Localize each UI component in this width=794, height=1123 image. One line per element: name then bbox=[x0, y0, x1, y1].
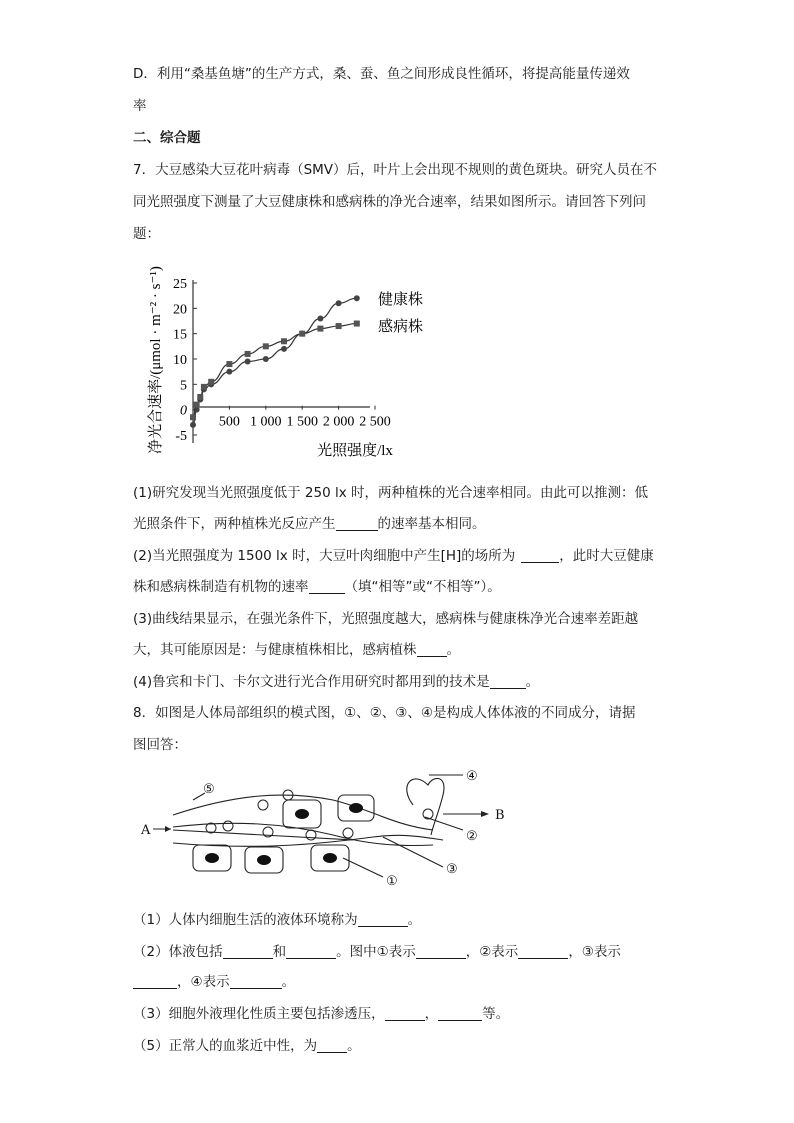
y-tick-label: 25 bbox=[173, 277, 187, 292]
label-2: ② bbox=[466, 829, 478, 844]
q8-sub2-line1 bbox=[133, 942, 621, 962]
q8-sub2-text-f: ，④表示 bbox=[177, 974, 230, 990]
label-4: ④ bbox=[466, 769, 478, 784]
q7-stem-line2: 同光照强度下测量了大豆健康株和感病株的净光合速率，结果如图所示。请回答下列问 bbox=[133, 194, 646, 210]
data-point-infected bbox=[354, 321, 360, 327]
q8-sub1-text-a: （1）人体内细胞生活的液体环境称为 bbox=[133, 912, 358, 928]
q7-sub2-answer-blank-2[interactable] bbox=[309, 579, 345, 594]
data-point-infected bbox=[299, 331, 305, 337]
label-3: ③ bbox=[446, 862, 458, 877]
q8-sub3-text-c: 等。 bbox=[482, 1006, 510, 1022]
q8-sub2-text-d: ，②表示 bbox=[465, 944, 519, 960]
q8-sub2-answer-blank-1[interactable] bbox=[223, 944, 273, 959]
cell-nucleus bbox=[295, 809, 309, 819]
x-tick-label: 500 bbox=[218, 414, 240, 430]
q7-stem-line3: 题： bbox=[133, 226, 160, 242]
q7-sub2-text-b: ，此时大豆健康 bbox=[559, 548, 654, 564]
y-axis-label: 净光合速率/(μmol · m⁻² · s⁻¹) bbox=[148, 266, 164, 454]
cell-nucleus bbox=[257, 855, 271, 865]
data-point-healthy bbox=[317, 315, 323, 321]
series-line-healthy bbox=[193, 298, 357, 425]
q7-sub3-answer-blank[interactable] bbox=[417, 642, 447, 657]
data-point-infected bbox=[226, 361, 232, 367]
label-5: ⑤ bbox=[203, 782, 215, 797]
q7-sub2-text-d: （填“相等”或“不相等”）。 bbox=[344, 579, 501, 595]
data-point-infected bbox=[208, 379, 214, 385]
x-tick-label: 2 500 bbox=[359, 414, 391, 430]
q7-sub4 bbox=[133, 672, 539, 692]
data-point-infected bbox=[201, 384, 207, 390]
q8-sub3-answer-blank-2[interactable] bbox=[438, 1006, 482, 1021]
cell-nucleus bbox=[349, 803, 363, 813]
x-axis-label: 光照强度/lx bbox=[317, 443, 393, 459]
blood-cell bbox=[258, 800, 268, 810]
y-tick-label: 10 bbox=[173, 353, 187, 368]
q7-sub1-line1: (1)研究发现当光照强度低于 250 lx 时，两种植株的光合速率相同。由此可以推测：低 bbox=[133, 485, 649, 501]
data-point-infected bbox=[263, 343, 269, 349]
leader-line-3 bbox=[383, 837, 443, 867]
y-tick-label: 5 bbox=[180, 378, 187, 394]
q8-sub5-text-b: 。 bbox=[347, 1038, 361, 1054]
blood-cell bbox=[343, 828, 353, 838]
y-tick-label: -5 bbox=[175, 429, 187, 444]
data-point-infected bbox=[197, 394, 203, 400]
q8-sub2-line2 bbox=[133, 972, 295, 992]
y-tick-label: 20 bbox=[173, 302, 187, 318]
label-a: A bbox=[141, 823, 151, 838]
q8-stem-line2: 图回答： bbox=[133, 737, 187, 753]
q8-sub2-answer-blank-3[interactable] bbox=[416, 944, 466, 959]
q7-sub1-text-b: 的速率基本相同。 bbox=[377, 516, 486, 532]
data-point-healthy bbox=[354, 295, 360, 301]
q7-sub2-line2 bbox=[133, 577, 501, 597]
q7-sub2-line1 bbox=[133, 546, 654, 566]
q8-sub2-text-g: 。 bbox=[281, 974, 296, 990]
blood-cell bbox=[306, 830, 316, 840]
q7-sub3-text-b: 。 bbox=[446, 642, 460, 658]
q8-sub2-text-e: ，③表示 bbox=[568, 944, 621, 960]
q8-sub1-text-b: 。 bbox=[407, 912, 422, 928]
q8-sub1-answer-blank[interactable] bbox=[358, 912, 408, 927]
q8-sub2-answer-blank-2[interactable] bbox=[286, 944, 336, 959]
q7-stem-line1: 7．大豆感染大豆花叶病毒（SMV）后，叶片上会出现不规则的黄色斑块。研究人员在不 bbox=[133, 162, 658, 178]
label-1: ① bbox=[386, 874, 398, 889]
data-point-infected bbox=[194, 402, 200, 408]
q8-sub3-text-a: （3）细胞外液理化性质主要包括渗透压， bbox=[133, 1006, 385, 1022]
q7-sub3-line2 bbox=[133, 640, 460, 660]
q8-sub3-answer-blank-1[interactable] bbox=[385, 1006, 425, 1021]
q6-option-d-line1: D．利用“桑基鱼塘”的生产方式，桑、蚕、鱼之间形成良性循环，将提高能量传递效 bbox=[133, 66, 630, 82]
data-point-healthy bbox=[281, 346, 287, 352]
series-line-infected bbox=[193, 324, 357, 418]
q7-sub4-answer-blank[interactable] bbox=[490, 674, 526, 689]
q8-sub2-answer-blank-4[interactable] bbox=[518, 944, 568, 959]
q7-sub4-text-b: 。 bbox=[525, 674, 540, 690]
data-point-healthy bbox=[226, 369, 232, 375]
label-b: B bbox=[495, 808, 505, 823]
cell-nucleus bbox=[323, 853, 337, 863]
q8-sub5 bbox=[133, 1036, 361, 1056]
net-photosynthesis-chart bbox=[140, 255, 424, 470]
x-ticks bbox=[219, 406, 391, 430]
q8-sub3 bbox=[133, 1004, 509, 1024]
arrowhead-b bbox=[481, 811, 489, 817]
q8-sub5-answer-blank[interactable] bbox=[317, 1038, 347, 1053]
y-tick-label: 15 bbox=[173, 327, 187, 343]
blood-cell bbox=[206, 823, 216, 833]
q7-sub4-text-a: (4)鲁宾和卡门、卡尔文进行光合作用研究时都用到的技术是 bbox=[133, 674, 490, 690]
data-point-healthy bbox=[190, 422, 196, 428]
legend-healthy: 健康株 bbox=[378, 292, 424, 308]
x-tick-label: 2 000 bbox=[322, 414, 355, 430]
x-tick-label: 1 500 bbox=[286, 414, 318, 430]
q8-sub5-text-a: （5）正常人的血浆近中性，为 bbox=[133, 1038, 318, 1054]
q8-sub1 bbox=[133, 910, 421, 930]
q8-sub2-text-a: （2）体液包括 bbox=[133, 944, 223, 960]
q7-sub1-text-a: 光照条件下，两种植株光反应产生 bbox=[133, 516, 336, 532]
data-point-infected bbox=[281, 338, 287, 344]
q7-sub2-text-a: (2)当光照强度为 1500 lx 时，大豆叶肉细胞中产生[H]的场所为 bbox=[133, 548, 516, 564]
y-tick-label: 0 bbox=[180, 403, 187, 419]
q8-sub2-text-c: 。图中①表示 bbox=[336, 944, 416, 960]
q7-sub3-text-a: 大，其可能原因是：与健康植株相比，感病植株 bbox=[133, 642, 417, 658]
q8-sub2-answer-blank-5[interactable] bbox=[133, 974, 177, 989]
legend-infected: 感病株 bbox=[378, 319, 424, 335]
tissue-diagram bbox=[133, 765, 533, 895]
section-title: 二、综合题 bbox=[133, 130, 201, 146]
q7-sub3-line1: (3)曲线结果显示，在强光条件下，光照强度越大，感病株与健康株净光合速率差距越 bbox=[133, 611, 639, 627]
arrowhead-a bbox=[165, 826, 171, 832]
data-point-healthy bbox=[263, 356, 269, 362]
x-tick-label: 1 000 bbox=[250, 414, 282, 430]
leader-line-2 bbox=[425, 817, 463, 830]
q7-sub1-line2 bbox=[133, 514, 486, 534]
q6-option-d-line2: 率 bbox=[133, 98, 147, 114]
data-point-healthy bbox=[336, 300, 342, 306]
q7-sub2-text-c: 株和感病株制造有机物的速率 bbox=[133, 579, 309, 595]
q8-sub2-text-b: 和 bbox=[272, 944, 287, 960]
cell-nucleus bbox=[205, 853, 219, 863]
data-point-infected bbox=[190, 414, 196, 420]
blood-cell bbox=[223, 821, 233, 831]
q8-stem-line1: 8．如图是人体局部组织的模式图，①、②、③、④是构成人体体液的不同成分，请据 bbox=[133, 705, 636, 721]
q7-sub1-answer-blank[interactable] bbox=[336, 516, 378, 531]
q8-sub3-text-b: ， bbox=[424, 1006, 439, 1022]
series-layer bbox=[190, 295, 360, 428]
data-point-healthy bbox=[245, 359, 251, 365]
data-point-infected bbox=[317, 326, 323, 332]
q7-sub2-answer-blank-1[interactable] bbox=[521, 548, 559, 563]
data-point-infected bbox=[245, 351, 251, 357]
q8-sub2-answer-blank-6[interactable] bbox=[230, 974, 282, 989]
data-point-infected bbox=[336, 323, 342, 329]
